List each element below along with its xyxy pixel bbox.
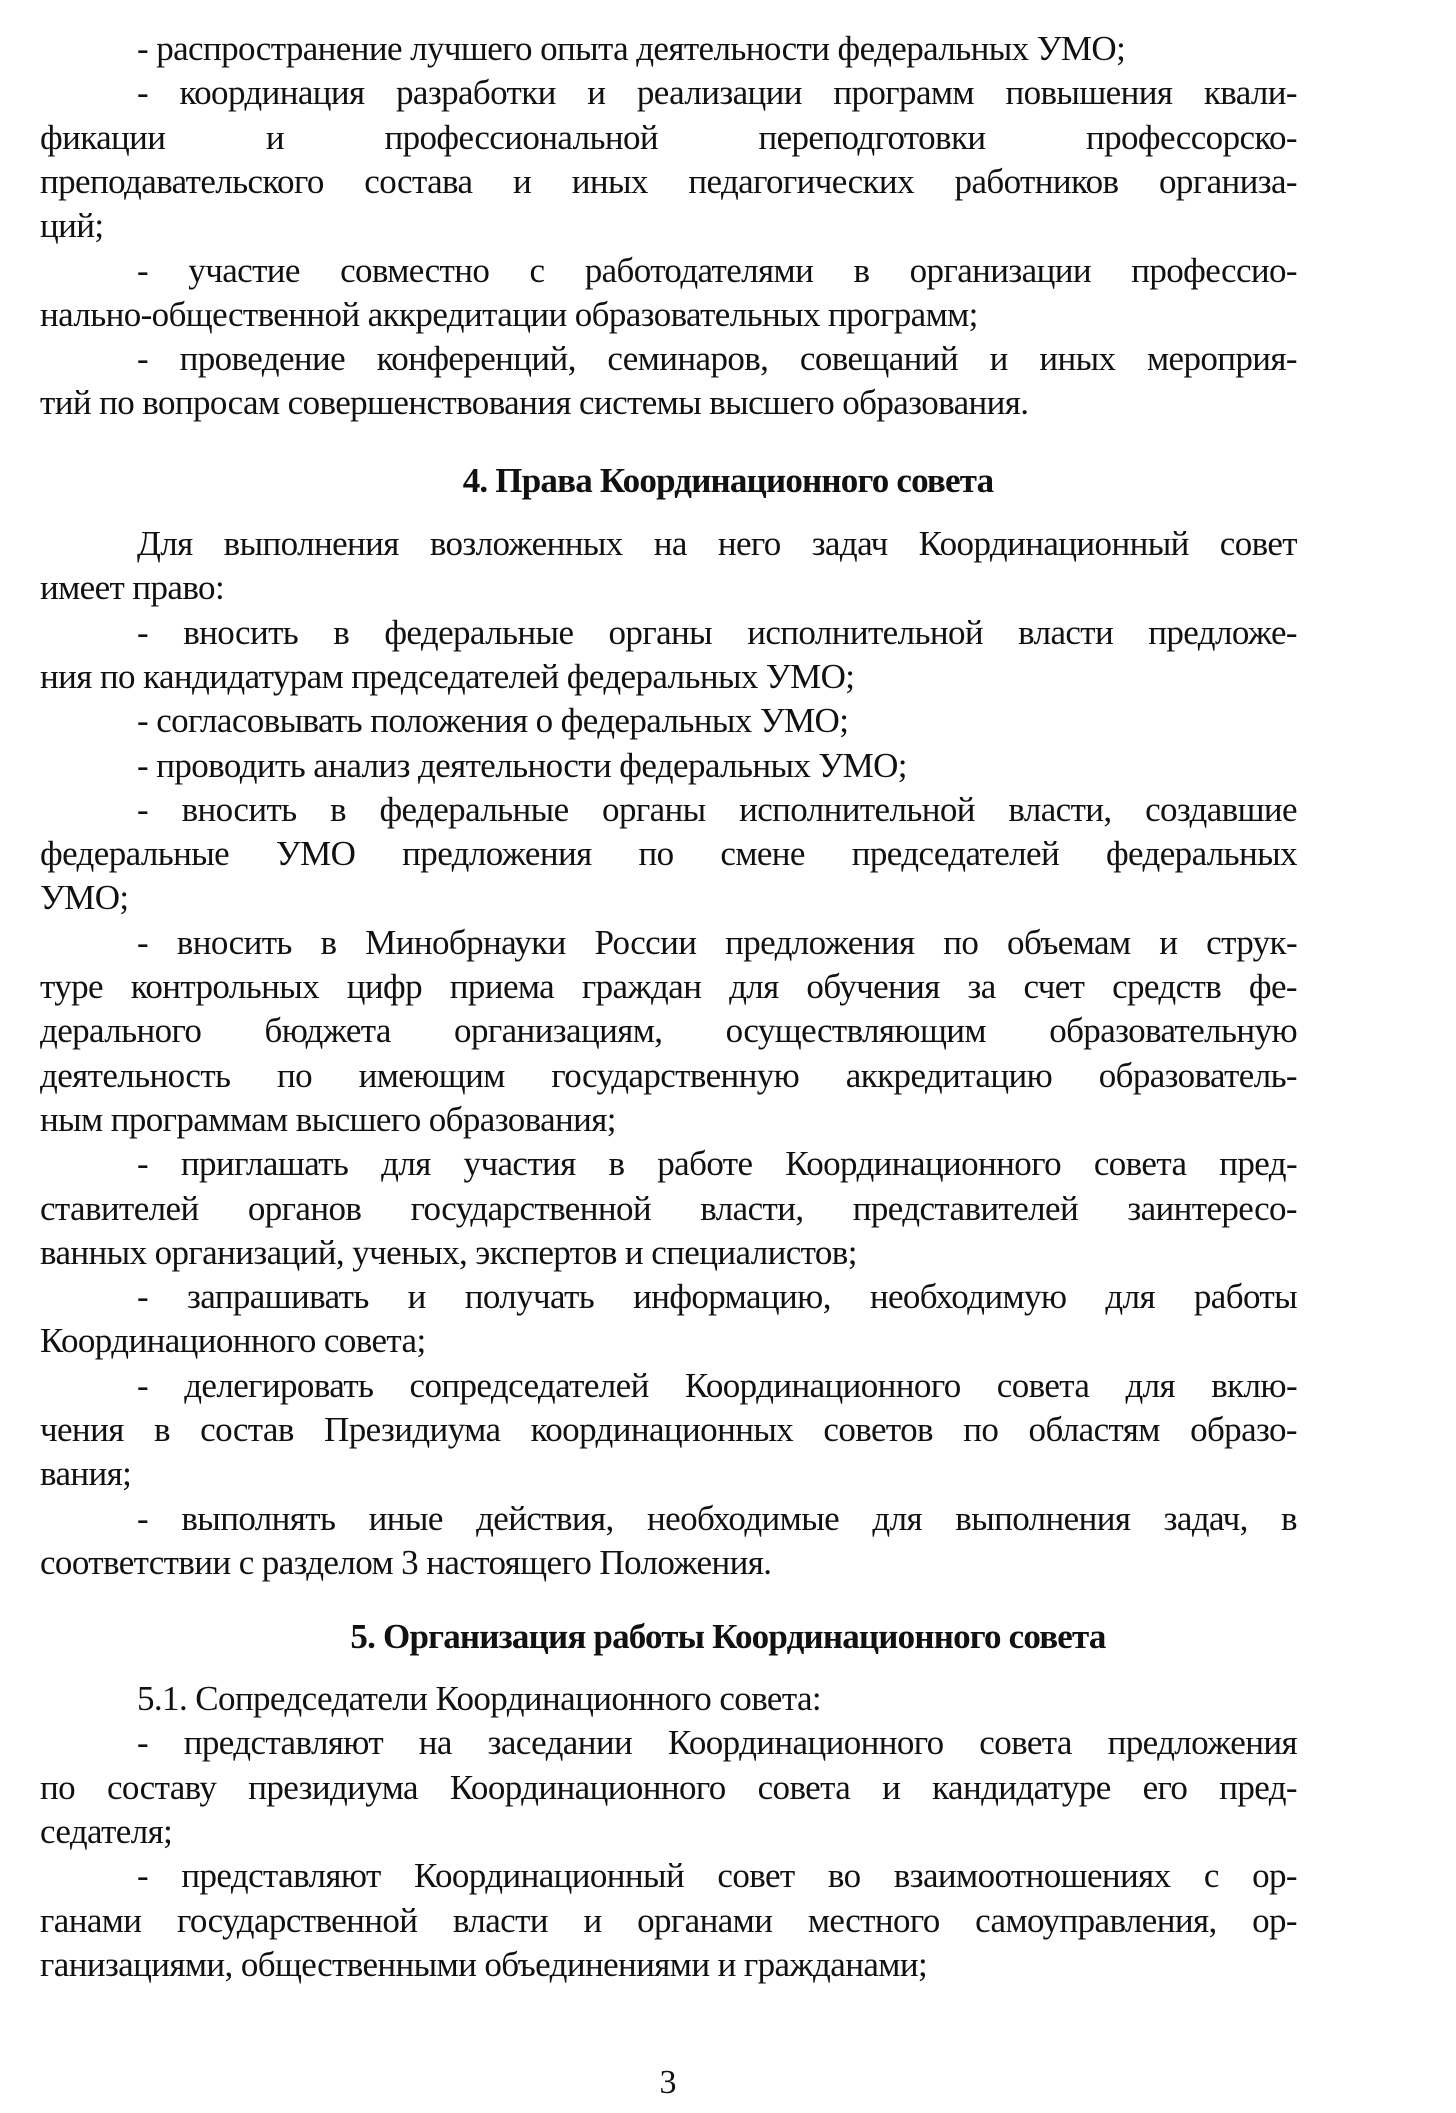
section-heading: 5. Организация работы Координационного совета <box>350 1617 1106 1656</box>
text-line: - проводить анализ деятельности федеральных УМО; <box>137 746 907 785</box>
text-line: - проведение конференций, семинаров, совещаний и иных мероприя- <box>137 339 1297 378</box>
text-line: чения в состав Президиума координационных советов по областям образо- <box>40 1410 1297 1449</box>
text-line: ций; <box>40 206 104 245</box>
text-line: 5.1. Сопредседатели Координационного совета: <box>137 1679 822 1718</box>
text-line: УМО; <box>40 878 129 917</box>
text-line: вания; <box>40 1454 132 1493</box>
text-line: Координационного совета; <box>40 1321 426 1360</box>
text-line: - распространение лучшего опыта деятельности федеральных УМО; <box>137 29 1126 68</box>
text-line: - представляют Координационный совет во взаимоотношениях с ор- <box>137 1856 1297 1895</box>
text-line: имеет право: <box>40 568 225 607</box>
text-line: по составу президиума Координационного совета и кандидатуре его пред- <box>40 1768 1297 1807</box>
text-line: федеральные УМО предложения по смене председателей федеральных <box>40 834 1297 873</box>
text-line: преподавательского состава и иных педагогических работников организа- <box>40 162 1297 201</box>
text-line: - запрашивать и получать информацию, необходимую для работы <box>137 1277 1297 1316</box>
text-line: - согласовывать положения о федеральных УМО; <box>137 701 849 740</box>
text-line: туре контрольных цифр приема граждан для обучения за счет средств фе- <box>40 967 1297 1006</box>
text-line: - координация разработки и реализации программ повышения квали- <box>137 73 1297 112</box>
text-line: ванных организаций, ученых, экспертов и специалистов; <box>40 1233 857 1272</box>
text-line: ганами государственной власти и органами местного самоуправления, ор- <box>40 1901 1297 1940</box>
text-line: - выполнять иные действия, необходимые для выполнения задач, в <box>137 1499 1297 1538</box>
text-line: - делегировать сопредседателей Координационного совета для вклю- <box>137 1366 1297 1405</box>
text-line: - участие совместно с работодателями в организации профессио- <box>137 251 1297 290</box>
text-line: деятельность по имеющим государственную аккредитацию образователь- <box>40 1056 1297 1095</box>
text-line: Для выполнения возложенных на него задач Координационный совет <box>137 524 1297 563</box>
text-line: тий по вопросам совершенствования системы высшего образования. <box>40 383 1029 422</box>
text-line: седателя; <box>40 1812 173 1851</box>
text-line: - представляют на заседании Координационного совета предложения <box>137 1723 1297 1762</box>
text-line: ставителей органов государственной власти, представителей заинтересо- <box>40 1189 1297 1228</box>
text-line: ганизациями, общественными объединениями и гражданами; <box>40 1945 928 1984</box>
text-line: - вносить в федеральные органы исполнительной власти предложе- <box>137 613 1297 652</box>
text-line: - приглашать для участия в работе Координационного совета пред- <box>137 1144 1297 1183</box>
text-line: дерального бюджета организациям, осуществляющим образовательную <box>40 1011 1297 1050</box>
text-line: фикации и профессиональной переподготовки профессорско- <box>40 118 1297 157</box>
text-line: ния по кандидатурам председателей федеральных УМО; <box>40 657 855 696</box>
text-line: соответствии с разделом 3 настоящего Положения. <box>40 1543 772 1582</box>
page-number: 3 <box>659 2064 677 2101</box>
text-line: ным программам высшего образования; <box>40 1100 616 1139</box>
text-line: нально-общественной аккредитации образовательных программ; <box>40 295 978 334</box>
text-line: - вносить в федеральные органы исполнительной власти, создавшие <box>137 790 1297 829</box>
text-line: - вносить в Минобрнауки России предложения по объемам и струк- <box>137 923 1297 962</box>
section-heading: 4. Права Координационного совета <box>462 461 994 500</box>
